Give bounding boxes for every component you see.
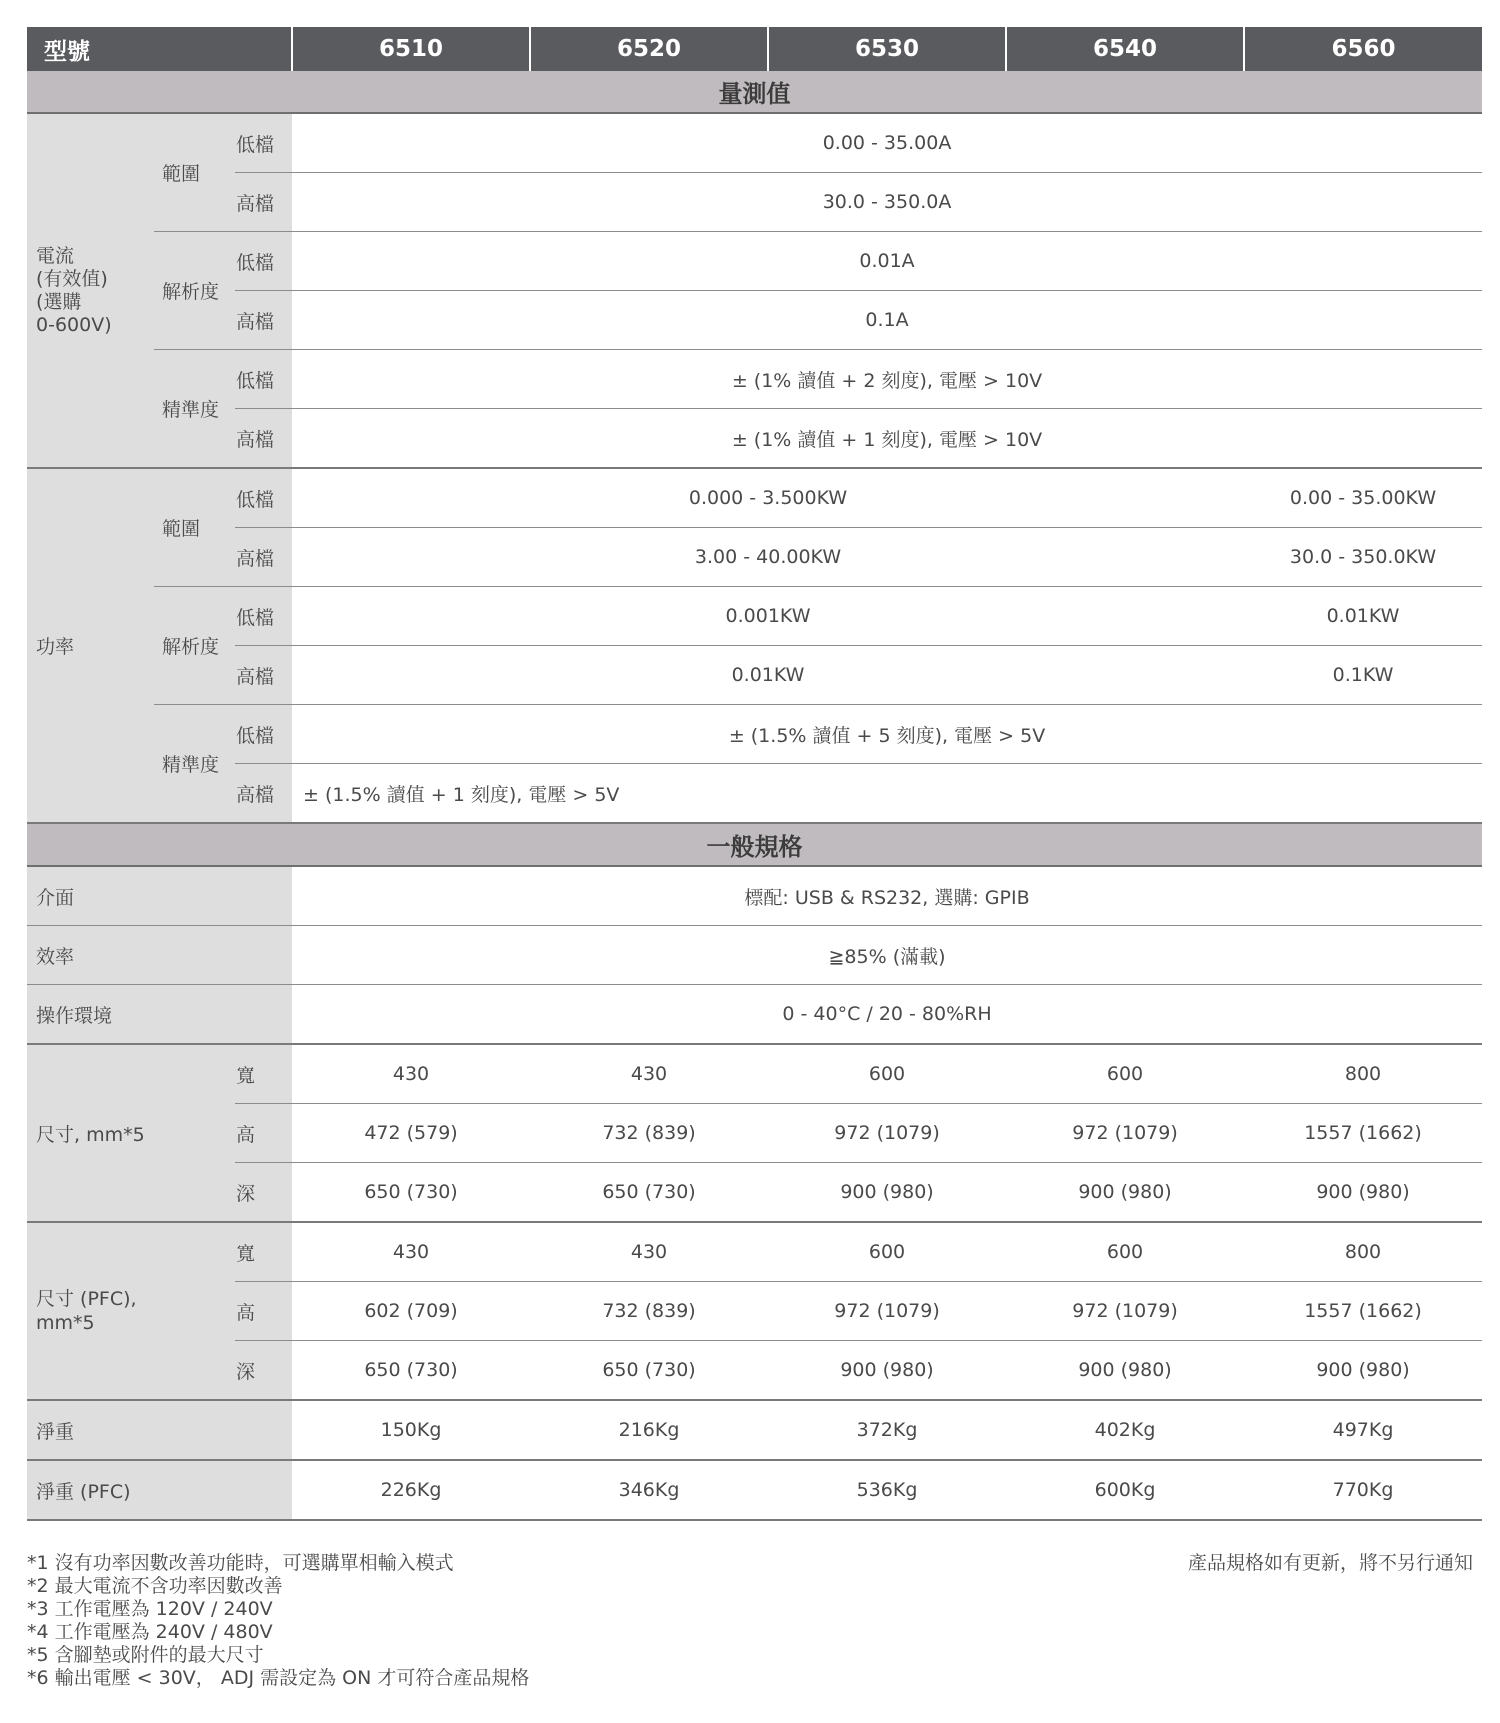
power-range-label: 範圍 [154,468,235,587]
section-title-general: 一般規格 [27,823,1482,866]
current-res-low-value: 0.01A [292,232,1482,291]
table-row [27,866,1482,926]
table-row [27,1341,1482,1401]
table-row [27,1282,1482,1341]
section-title-measurement: 量測值 [27,71,1482,113]
weight-pfc-6520: 346Kg [530,1460,768,1520]
current-acc-high-value: ± (1% 讀值 + 1 刻度), 電壓 > 10V [292,409,1482,469]
dim-height-6530: 972 (1079) [768,1104,1006,1163]
current-accuracy-label: 精準度 [154,350,235,469]
dim-depth-6540: 900 (980) [1006,1163,1244,1223]
header-row [27,27,1482,71]
dimpfc-height-6560: 1557 (1662) [1244,1282,1482,1341]
power-res-high-label: 高檔 [235,646,292,705]
power-res-low-value-a: 0.001KW [292,587,1244,646]
power-label: 功率 [27,468,154,823]
power-range-high-value-a: 3.00 - 40.00KW [292,528,1244,587]
dim-height-label: 高 [235,1104,292,1163]
current-range-high-value: 30.0 - 350.0A [292,173,1482,232]
dim-width-6530: 600 [768,1044,1006,1104]
footnote-5: *5 含腳墊或附件的最大尺寸 [27,1644,264,1666]
footnote-2: *2 最大電流不含功率因數改善 [27,1575,283,1597]
environment-value: 0 - 40°C / 20 - 80%RH [292,985,1482,1045]
dimpfc-height-6510: 602 (709) [292,1282,530,1341]
power-res-low-label: 低檔 [235,587,292,646]
interface-value: 標配: USB & RS232, 選購: GPIB [292,866,1482,926]
dimpfc-depth-6520: 650 (730) [530,1341,768,1401]
power-res-high-value-a: 0.01KW [292,646,1244,705]
current-acc-high-label: 高檔 [235,409,292,469]
spec-table [27,27,1482,1521]
dimpfc-depth-6540: 900 (980) [1006,1341,1244,1401]
current-label: 電流 (有效值) (選購 0-600V) [27,113,154,468]
weight-pfc-6530: 536Kg [768,1460,1006,1520]
dim-height-6510: 472 (579) [292,1104,530,1163]
dimpfc-height-6530: 972 (1079) [768,1282,1006,1341]
model-6520: 6520 [530,27,768,71]
current-res-low-label: 低檔 [235,232,292,291]
table-row [27,232,1482,291]
weight-pfc-label: 淨重 (PFC) [27,1460,292,1520]
table-row [27,409,1482,469]
table-row [27,587,1482,646]
current-acc-low-label: 低檔 [235,350,292,409]
weight-6530: 372Kg [768,1400,1006,1460]
section-measurement [27,71,1482,113]
table-row [27,173,1482,232]
weight-6560: 497Kg [1244,1400,1482,1460]
table-row [27,1163,1482,1223]
current-range-label: 範圍 [154,113,235,232]
power-acc-low-value: ± (1.5% 讀值 + 5 刻度), 電壓 > 5V [292,705,1482,764]
dimpfc-depth-6560: 900 (980) [1244,1341,1482,1401]
current-res-high-label: 高檔 [235,291,292,350]
table-row [27,1222,1482,1282]
table-row [27,646,1482,705]
weight-6540: 402Kg [1006,1400,1244,1460]
weight-6510: 150Kg [292,1400,530,1460]
dimpfc-width-6510: 430 [292,1222,530,1282]
table-row [27,705,1482,764]
power-acc-high-label: 高檔 [235,764,292,824]
environment-label: 操作環境 [27,985,292,1045]
power-accuracy-label: 精準度 [154,705,235,824]
footnote-3: *3 工作電壓為 120V / 240V [27,1598,273,1620]
dim-width-6560: 800 [1244,1044,1482,1104]
efficiency-value: ≧85% (滿載) [292,926,1482,985]
power-range-high-value-b: 30.0 - 350.0KW [1244,528,1482,587]
footnote-6: *6 輸出電壓 < 30V， ADJ 需設定為 ON 才可符合產品規格 [27,1667,530,1689]
weight-pfc-6510: 226Kg [292,1460,530,1520]
dim-depth-6530: 900 (980) [768,1163,1006,1223]
footnote-4: *4 工作電壓為 240V / 480V [27,1621,273,1643]
dimpfc-width-6530: 600 [768,1222,1006,1282]
dimensions-pfc-label: 尺寸 (PFC), mm*5 [27,1222,235,1400]
table-row [27,350,1482,409]
power-range-high-label: 高檔 [235,528,292,587]
dim-depth-6520: 650 (730) [530,1163,768,1223]
table-row [27,985,1482,1045]
power-res-low-value-b: 0.01KW [1244,587,1482,646]
dimensions-label: 尺寸, mm*5 [27,1044,235,1222]
current-resolution-label: 解析度 [154,232,235,350]
section-general [27,823,1482,866]
dim-height-6540: 972 (1079) [1006,1104,1244,1163]
dimpfc-depth-label: 深 [235,1341,292,1401]
dimpfc-width-6540: 600 [1006,1222,1244,1282]
dimpfc-width-label: 寬 [235,1222,292,1282]
model-6540: 6540 [1006,27,1244,71]
spec-notice: 產品規格如有更新，將不另行通知 [1187,1552,1473,1574]
dim-width-label: 寬 [235,1044,292,1104]
table-row [27,528,1482,587]
power-range-low-value-b: 0.00 - 35.00KW [1244,468,1482,528]
model-6510: 6510 [292,27,530,71]
dim-width-6540: 600 [1006,1044,1244,1104]
efficiency-label: 效率 [27,926,292,985]
power-acc-high-value: ± (1.5% 讀值 + 1 刻度), 電壓 > 5V [303,783,620,806]
dim-width-6510: 430 [292,1044,530,1104]
current-res-high-value: 0.1A [292,291,1482,350]
model-6560: 6560 [1244,27,1482,71]
current-range-low-value: 0.00 - 35.00A [292,113,1482,173]
dim-depth-6560: 900 (980) [1244,1163,1482,1223]
dimpfc-height-6520: 732 (839) [530,1282,768,1341]
current-range-low-label: 低檔 [235,113,292,173]
table-row [27,1104,1482,1163]
dimpfc-depth-6510: 650 (730) [292,1341,530,1401]
power-acc-low-label: 低檔 [235,705,292,764]
dimpfc-width-6560: 800 [1244,1222,1482,1282]
weight-pfc-6560: 770Kg [1244,1460,1482,1520]
current-acc-low-value: ± (1% 讀值 + 2 刻度), 電壓 > 10V [292,350,1482,409]
power-range-low-label: 低檔 [235,468,292,528]
power-range-low-value-a: 0.000 - 3.500KW [292,468,1244,528]
current-range-high-label: 高檔 [235,173,292,232]
dim-height-6560: 1557 (1662) [1244,1104,1482,1163]
table-row [27,764,1482,824]
table-row [27,926,1482,985]
weight-pfc-6540: 600Kg [1006,1460,1244,1520]
table-row [27,291,1482,350]
dim-height-6520: 732 (839) [530,1104,768,1163]
table-row [27,1460,1482,1520]
interface-label: 介面 [27,866,292,926]
footnotes [27,1552,529,1690]
model-6530: 6530 [768,27,1006,71]
dim-depth-6510: 650 (730) [292,1163,530,1223]
weight-6520: 216Kg [530,1400,768,1460]
model-label: 型號 [27,27,292,71]
dimpfc-width-6520: 430 [530,1222,768,1282]
dim-width-6520: 430 [530,1044,768,1104]
table-row [27,468,1482,528]
table-row [27,1044,1482,1104]
dim-depth-label: 深 [235,1163,292,1223]
table-row [27,1400,1482,1460]
power-res-high-value-b: 0.1KW [1244,646,1482,705]
power-resolution-label: 解析度 [154,587,235,705]
table-row [27,113,1482,173]
footnote-1: *1 沒有功率因數改善功能時，可選購單相輸入模式 [27,1552,454,1574]
dimpfc-height-6540: 972 (1079) [1006,1282,1244,1341]
dimpfc-depth-6530: 900 (980) [768,1341,1006,1401]
dimpfc-height-label: 高 [235,1282,292,1341]
weight-label: 淨重 [27,1400,292,1460]
